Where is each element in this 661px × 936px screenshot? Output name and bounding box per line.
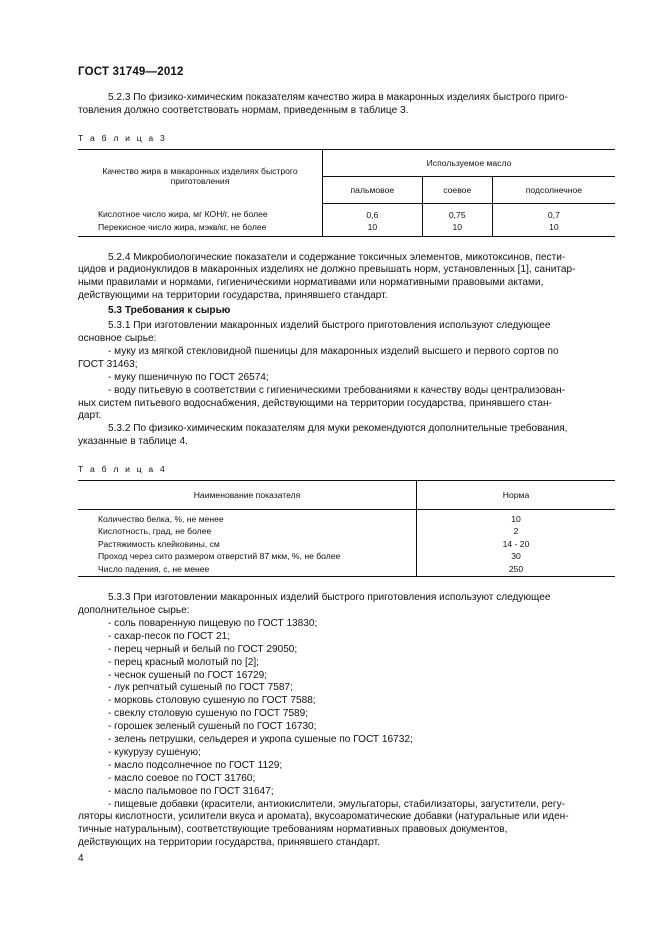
list-item: ных систем питьевого водоснабжения, действующими на территории государства, принявшего стан-: [78, 397, 552, 409]
list-item: - муку из мягкой стекловидной пшеницы для макаронных изделий высшего и первого сортов по: [108, 345, 559, 357]
list-item: - горошек зеленый сушеный по ГОСТ 16730;: [108, 721, 317, 733]
table-3-row-name: Кислотное число жира, мг КОН/г, не более: [78, 203, 323, 221]
list-item: - зелень петрушки, сельдерея и укропа сушеные по ГОСТ 16732;: [108, 734, 413, 746]
list-item: ГОСТ 31463;: [78, 358, 138, 370]
paragraph-line: указанные в таблице 4.: [78, 436, 188, 448]
list-item: дарт.: [78, 410, 102, 422]
table-4-row-name: Кислотность, град, не более: [78, 525, 417, 537]
table-3-col-soy: соевое: [422, 176, 492, 203]
paragraph-line: действующими на территории государства, принявшего стандарт.: [78, 290, 388, 302]
list-item: - сахар-песок по ГОСТ 21;: [108, 630, 231, 642]
document-body: [78, 92, 615, 850]
table-3-head-left: [78, 149, 323, 203]
list-item: - свеклу столовую сушеную по ГОСТ 7589;: [108, 708, 309, 720]
table-3-col-palm: пальмовое: [323, 176, 423, 203]
table-4: [78, 480, 615, 577]
table-3-cell: 0,6: [323, 203, 423, 221]
table-3: [78, 149, 615, 237]
list-item: - воду питьевую в соответствии с гигиеническими требованиями к качеству воды централизован-: [108, 384, 566, 396]
table-3-cell: 0,7: [547, 209, 560, 220]
list-item: - чеснок сушеный по ГОСТ 16729;: [108, 669, 268, 681]
paragraph-line: товления должно соответствовать нормам, приведенным в таблице 3.: [78, 104, 409, 116]
list-item: - перец красный молотый по [2];: [108, 656, 259, 668]
paragraph-line: ляторы кислотности, усилители вкуса и аромата), вкусоароматические добавки (натуральные или иден-: [78, 811, 569, 823]
paragraph-line: цидов и радионуклидов в макаронных изделиях не должно превышать норм, установленных [1], санитар-: [78, 264, 576, 276]
table-4-row-name: Проход через сито размером отверстий 87 мкм, %, не более: [78, 550, 417, 562]
table-3-cell: 0,75: [422, 203, 492, 221]
list-item: - перец черный и белый по ГОСТ 29050;: [108, 643, 298, 655]
table-3-col-sunflower: подсолнечное: [492, 176, 615, 203]
paragraph-line: основное сырье:: [78, 332, 157, 344]
table-4-head-left: Наименование показателя: [78, 481, 417, 510]
paragraph-5-3-2: [78, 423, 615, 449]
table-3-head-left-line: Качество жира в макаронных изделиях быстрого: [102, 166, 298, 177]
table-4-cell: 14 - 20: [502, 538, 530, 549]
paragraph-line: 5.3.1 При изготовлении макаронных изделий быстрого приготовления используют следующее: [108, 320, 551, 332]
list-item: - лук репчатый сушеный по ГОСТ 7587;: [108, 682, 293, 694]
table-4-cell: 30: [511, 551, 521, 562]
list-item: - кукурузу сушеную;: [108, 746, 201, 758]
list-item: - соль поваренную пищевую по ГОСТ 13830;: [108, 617, 318, 629]
paragraph-line: тичные натуральным), соответствующие требованиям нормативных правовых документов,: [78, 824, 508, 836]
table-4-cell: 2: [513, 526, 519, 537]
table-3-caption: Т а б л и ц а 3: [78, 132, 167, 143]
table-4-row-name: Растяжимость клейковины, см: [78, 538, 417, 550]
paragraph-5-3-1: [78, 320, 615, 346]
list-item: - масло соевое по ГОСТ 31760;: [108, 772, 256, 784]
paragraph-5-2-4: [78, 252, 615, 304]
table-4-row-name: Количество белка, %, не менее: [78, 510, 417, 526]
paragraph-line: - пищевые добавки (красители, антиокислители, эмульгаторы, стабилизаторы, загустители, регу-: [108, 798, 566, 810]
paragraph-line: 5.2.4 Микробиологические показатели и содержание токсичных элементов, микотоксинов, пести-: [108, 251, 566, 263]
additives-paragraph: [78, 799, 615, 851]
list-item: - муку пшеничную по ГОСТ 26574;: [108, 371, 269, 383]
paragraph-line: 5.2.3 По физико-химическим показателям качество жира в макаронных изделиях быстрого приго-: [108, 92, 568, 103]
table-4-row-name: Число падения, с, не менее: [78, 563, 417, 577]
page-number: 4: [78, 853, 84, 864]
table-4-caption: Т а б л и ц а 4: [78, 464, 167, 475]
main-raw-materials-list: [78, 346, 615, 423]
table-3-head-group: Используемое масло: [323, 149, 616, 176]
paragraph-line: ными правилами и нормами, гигиеническими нормативами или нормативными правовыми актами,: [78, 277, 544, 289]
table-4-head-right: Норма: [417, 481, 616, 510]
table-4-cell: 10: [511, 514, 521, 525]
paragraph-line: 5.3.2 По физико-химическим показателям для муки рекомендуются дополнительные требования,: [108, 423, 568, 435]
table-3-cell: 10: [422, 221, 492, 236]
paragraph-line: действующих на территории государства, принявшего стандарт.: [78, 837, 380, 849]
list-item: - морковь столовую сушеную по ГОСТ 7588;: [108, 695, 316, 707]
list-item: - масло подсолнечное по ГОСТ 1129;: [108, 759, 283, 771]
document-code-header: ГОСТ 31749—2012: [78, 66, 184, 78]
extra-raw-materials-list: [78, 618, 615, 799]
paragraph-line: дополнительное сырье:: [78, 604, 190, 616]
paragraph-line: 5.3.3 При изготовлении макаронных изделий быстрого приготовления используют следующее: [108, 592, 551, 604]
table-3-cell: 10: [323, 221, 423, 236]
table-4-cell: 250: [417, 563, 616, 577]
section-heading-5-3: 5.3 Требования к сырью: [108, 305, 231, 317]
table-3-head-left-line: приготовления: [170, 176, 230, 187]
list-item: - масло пальмовое по ГОСТ 31647;: [108, 785, 274, 797]
paragraph-5-2-3: [78, 92, 615, 118]
table-3-row-name: Перекисное число жира, мэкв/кг, не более: [78, 221, 323, 236]
table-3-cell: 10: [492, 221, 615, 236]
paragraph-5-3-3: [78, 592, 615, 618]
